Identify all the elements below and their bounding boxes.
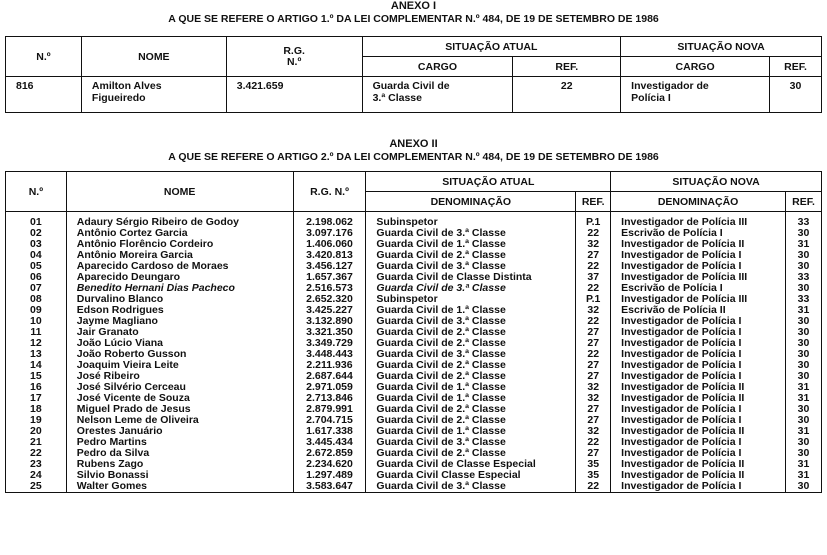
row-n: 01 [6, 212, 67, 229]
row-denominacao-atual: Guarda Civil de 3.ª Classe [366, 316, 576, 327]
row-ref-nova: 30 [786, 415, 822, 426]
row-denominacao-nova: Investigador de Polícia I [611, 448, 786, 459]
row-ref-atual: 27 [576, 360, 611, 371]
row-denominacao-nova: Investigador de Polícia III [611, 212, 786, 229]
row-nome: Benedito Hernani Dias Pacheco [66, 283, 293, 294]
row-rg: 2.652.320 [293, 294, 366, 305]
row-denominacao-atual: Guarda Civil de 1.ª Classe [366, 305, 576, 316]
row-denominacao-atual: Guarda Civil Classe Especial [366, 470, 576, 481]
row-rg: 3.421.659 [226, 77, 362, 113]
ref-nova-header: REF. [786, 192, 822, 212]
row-nome: Pedro Martins [66, 437, 293, 448]
row-rg: 1.617.338 [293, 426, 366, 437]
row-nome: Amilton Alves Figueiredo [81, 77, 226, 113]
row-rg: 3.445.434 [293, 437, 366, 448]
row-nome: João Roberto Gusson [66, 349, 293, 360]
row-denominacao-atual: Guarda Civil de 3.ª Classe [366, 349, 576, 360]
row-n: 08 [6, 294, 67, 305]
row-nome: Nelson Leme de Oliveira [66, 415, 293, 426]
row-nome: Edson Rodrigues [66, 305, 293, 316]
row-ref-atual: 22 [576, 481, 611, 493]
row-ref-nova: 30 [786, 261, 822, 272]
row-denominacao-nova: Investigador de Polícia I [611, 261, 786, 272]
row-denominacao-atual: Subinspetor [366, 294, 576, 305]
annex2-table [5, 171, 822, 493]
annex1-heading: ANEXO I [390, 0, 437, 12]
row-ref-nova: 31 [786, 393, 822, 404]
annex1-table [5, 36, 822, 113]
row-denominacao-nova: Investigador de Polícia I [611, 415, 786, 426]
row-rg: 3.425.227 [293, 305, 366, 316]
row-n: 19 [6, 415, 67, 426]
row-ref-nova: 31 [786, 382, 822, 393]
row-ref-nova: 31 [786, 459, 822, 470]
row-ref-atual: 27 [576, 404, 611, 415]
situacao-nova-header: SITUAÇÃO NOVA [621, 37, 822, 57]
row-nome: José Vicente de Souza [66, 393, 293, 404]
row-n: 05 [6, 261, 67, 272]
row-denominacao-nova: Escrivão de Polícia I [611, 283, 786, 294]
row-denominacao-atual: Guarda Civil de Classe Especial [366, 459, 576, 470]
annex2-body [6, 212, 822, 493]
row-nome: Rubens Zago [66, 459, 293, 470]
row-rg: 2.879.991 [293, 404, 366, 415]
row-n: 04 [6, 250, 67, 261]
table-row [6, 77, 822, 113]
row-nome: Aparecido Deungaro [66, 272, 293, 283]
table-row [6, 481, 822, 493]
row-ref-atual: 32 [576, 305, 611, 316]
col-nome-header: NOME [66, 172, 293, 212]
row-ref-atual: 22 [576, 283, 611, 294]
row-n: 25 [6, 481, 67, 493]
row-n: 21 [6, 437, 67, 448]
row-rg: 2.971.059 [293, 382, 366, 393]
row-denominacao-atual: Guarda Civil de 2.ª Classe [366, 415, 576, 426]
row-denominacao-nova: Investigador de Polícia I [611, 316, 786, 327]
row-nome: Durvalino Blanco [66, 294, 293, 305]
row-n: 18 [6, 404, 67, 415]
row-nome: Antônio Florêncio Cordeiro [66, 239, 293, 250]
row-ref-nova: 30 [786, 481, 822, 493]
row-ref-atual: 37 [576, 272, 611, 283]
row-denominacao-nova: Investigador de Polícia II [611, 459, 786, 470]
row-ref-atual: P.1 [576, 294, 611, 305]
denominacao-atual-header: DENOMINAÇÃO [366, 192, 576, 212]
row-nome: Jayme Magliano [66, 316, 293, 327]
row-denominacao-nova: Investigador de Polícia I [611, 250, 786, 261]
table-row [6, 212, 822, 229]
row-rg: 3.448.443 [293, 349, 366, 360]
row-denominacao-atual: Guarda Civil de 3.ª Classe [366, 261, 576, 272]
row-n: 24 [6, 470, 67, 481]
row-denominacao-atual: Guarda Civil de 2.ª Classe [366, 360, 576, 371]
row-n: 06 [6, 272, 67, 283]
row-n: 12 [6, 338, 67, 349]
row-ref-atual: P.1 [576, 212, 611, 229]
row-denominacao-atual: Guarda Civil de 1.ª Classe [366, 382, 576, 393]
row-denominacao-atual: Guarda Civil de 1.ª Classe [366, 393, 576, 404]
row-ref-nova: 30 [786, 437, 822, 448]
row-ref-atual: 27 [576, 338, 611, 349]
row-ref-nova: 30 [786, 360, 822, 371]
annex1-subheading: A QUE SE REFERE O ARTIGO 1.º DA LEI COMPLEMENTAR N.º 484, DE 19 DE SETEMBRO DE 1986 [168, 13, 659, 25]
annex2-subheading: A QUE SE REFERE O ARTIGO 2.º DA LEI COMPLEMENTAR N.º 484, DE 19 DE SETEMBRO DE 1986 [168, 151, 659, 163]
row-denominacao-atual: Guarda Civil de 2.ª Classe [366, 338, 576, 349]
row-ref-nova: 31 [786, 239, 822, 250]
row-nome: Jair Granato [66, 327, 293, 338]
row-n: 16 [6, 382, 67, 393]
row-ref-atual: 22 [576, 437, 611, 448]
row-ref-nova: 30 [786, 371, 822, 382]
row-rg: 2.516.573 [293, 283, 366, 294]
row-denominacao-atual: Guarda Civil de 3.ª Classe [366, 283, 576, 294]
row-ref-nova: 30 [786, 250, 822, 261]
row-n: 23 [6, 459, 67, 470]
row-nome: João Lúcio Viana [66, 338, 293, 349]
row-rg: 3.321.350 [293, 327, 366, 338]
row-ref-atual: 32 [576, 393, 611, 404]
col-n-header: N.º [6, 172, 67, 212]
col-rg-header: R.G. N.º [293, 172, 366, 212]
situacao-atual-header: SITUAÇÃO ATUAL [362, 37, 621, 57]
ref-atual-header: REF. [576, 192, 611, 212]
annex2-heading: ANEXO II [389, 138, 438, 150]
row-nome: Adaury Sérgio Ribeiro de Godoy [66, 212, 293, 229]
row-ref-nova: 30 [786, 327, 822, 338]
row-rg: 3.349.729 [293, 338, 366, 349]
row-rg: 2.198.062 [293, 212, 366, 229]
row-denominacao-nova: Investigador de Polícia III [611, 294, 786, 305]
row-n: 13 [6, 349, 67, 360]
row-nome: Pedro da Silva [66, 448, 293, 459]
row-ref-nova: 30 [770, 77, 822, 113]
row-ref-nova: 30 [786, 349, 822, 360]
row-denominacao-nova: Investigador de Polícia I [611, 349, 786, 360]
row-rg: 1.406.060 [293, 239, 366, 250]
row-ref-atual: 22 [576, 228, 611, 239]
row-denominacao-nova: Investigador de Polícia II [611, 393, 786, 404]
row-denominacao-nova: Escrivão de Polícia I [611, 228, 786, 239]
row-denominacao-nova: Investigador de Polícia I [611, 338, 786, 349]
cargo-nova-header: CARGO [621, 57, 770, 77]
row-ref-atual: 27 [576, 371, 611, 382]
col-n-header: N.º [6, 37, 82, 77]
row-ref-nova: 30 [786, 404, 822, 415]
row-denominacao-atual: Guarda Civil de 1.ª Classe [366, 426, 576, 437]
row-denominacao-atual: Guarda Civil de 3.ª Classe [366, 437, 576, 448]
row-rg: 2.687.644 [293, 371, 366, 382]
row-ref-atual: 27 [576, 415, 611, 426]
row-denominacao-atual: Guarda Civil de Classe Distinta [366, 272, 576, 283]
row-nome: Joaquim Vieira Leite [66, 360, 293, 371]
row-ref-atual: 22 [576, 261, 611, 272]
row-ref-atual: 32 [576, 426, 611, 437]
row-rg: 2.713.846 [293, 393, 366, 404]
row-nome: Antônio Cortez Garcia [66, 228, 293, 239]
row-n: 20 [6, 426, 67, 437]
row-rg: 1.297.489 [293, 470, 366, 481]
row-n: 17 [6, 393, 67, 404]
row-denominacao-nova: Investigador de Polícia II [611, 426, 786, 437]
row-nome: Aparecido Cardoso de Moraes [66, 261, 293, 272]
row-ref-atual: 32 [576, 239, 611, 250]
row-ref-atual: 22 [576, 316, 611, 327]
col-nome-header: NOME [81, 37, 226, 77]
row-rg: 2.211.936 [293, 360, 366, 371]
row-denominacao-atual: Guarda Civil de 2.ª Classe [366, 448, 576, 459]
row-denominacao-nova: Investigador de Polícia I [611, 404, 786, 415]
row-ref-nova: 30 [786, 448, 822, 459]
denominacao-nova-header: DENOMINAÇÃO [611, 192, 786, 212]
row-denominacao-atual: Guarda Civil de 1.ª Classe [366, 239, 576, 250]
row-denominacao-nova: Investigador de Polícia III [611, 272, 786, 283]
row-n: 11 [6, 327, 67, 338]
row-denominacao-nova: Investigador de Polícia I [611, 327, 786, 338]
row-rg: 3.097.176 [293, 228, 366, 239]
row-ref-atual: 27 [576, 250, 611, 261]
row-nome: Silvio Bonassi [66, 470, 293, 481]
ref-atual-header: REF. [513, 57, 621, 77]
row-ref-nova: 31 [786, 305, 822, 316]
row-denominacao-nova: Investigador de Polícia I [611, 371, 786, 382]
row-ref-atual: 35 [576, 459, 611, 470]
row-ref-nova: 33 [786, 212, 822, 229]
row-rg: 3.456.127 [293, 261, 366, 272]
row-denominacao-atual: Subinspetor [366, 212, 576, 229]
cargo-atual-header: CARGO [362, 57, 513, 77]
row-ref-nova: 30 [786, 338, 822, 349]
row-nome: Miguel Prado de Jesus [66, 404, 293, 415]
row-cargo-nova: Investigador de Polícia I [621, 77, 770, 113]
row-ref-atual: 27 [576, 448, 611, 459]
row-denominacao-nova: Investigador de Polícia II [611, 470, 786, 481]
row-rg: 3.420.813 [293, 250, 366, 261]
row-n: 02 [6, 228, 67, 239]
row-n: 22 [6, 448, 67, 459]
row-denominacao-nova: Escrivão de Polícia II [611, 305, 786, 316]
row-denominacao-atual: Guarda Civil de 2.ª Classe [366, 371, 576, 382]
row-rg: 3.132.890 [293, 316, 366, 327]
situacao-nova-header: SITUAÇÃO NOVA [611, 172, 822, 192]
row-denominacao-nova: Investigador de Polícia II [611, 382, 786, 393]
row-ref-nova: 30 [786, 316, 822, 327]
row-n: 816 [6, 77, 82, 113]
row-cargo-atual: Guarda Civil de 3.ª Classe [362, 77, 513, 113]
row-ref-atual: 22 [513, 77, 621, 113]
row-nome: José Silvério Cerceau [66, 382, 293, 393]
situacao-atual-header: SITUAÇÃO ATUAL [366, 172, 611, 192]
row-n: 15 [6, 371, 67, 382]
row-ref-atual: 27 [576, 327, 611, 338]
row-ref-nova: 33 [786, 272, 822, 283]
row-rg: 1.657.367 [293, 272, 366, 283]
row-denominacao-atual: Guarda Civil de 2.ª Classe [366, 250, 576, 261]
row-denominacao-nova: Investigador de Polícia I [611, 481, 786, 493]
row-n: 07 [6, 283, 67, 294]
ref-nova-header: REF. [770, 57, 822, 77]
row-denominacao-atual: Guarda Civil de 3.ª Classe [366, 481, 576, 493]
row-n: 03 [6, 239, 67, 250]
col-rg-header: R.G. N.º [226, 37, 362, 77]
row-ref-nova: 31 [786, 426, 822, 437]
row-nome: Walter Gomes [66, 481, 293, 493]
row-nome: Antônio Moreira Garcia [66, 250, 293, 261]
row-n: 14 [6, 360, 67, 371]
row-ref-nova: 33 [786, 294, 822, 305]
row-ref-nova: 30 [786, 283, 822, 294]
row-n: 10 [6, 316, 67, 327]
row-denominacao-atual: Guarda Civil de 2.ª Classe [366, 327, 576, 338]
row-nome: José Ribeiro [66, 371, 293, 382]
row-ref-nova: 31 [786, 470, 822, 481]
row-denominacao-nova: Investigador de Polícia I [611, 360, 786, 371]
row-denominacao-nova: Investigador de Polícia II [611, 239, 786, 250]
row-n: 09 [6, 305, 67, 316]
row-ref-nova: 30 [786, 228, 822, 239]
row-rg: 2.234.620 [293, 459, 366, 470]
row-denominacao-atual: Guarda Civil de 3.ª Classe [366, 228, 576, 239]
row-rg: 2.704.715 [293, 415, 366, 426]
row-ref-atual: 35 [576, 470, 611, 481]
row-nome: Orestes Januário [66, 426, 293, 437]
row-ref-atual: 22 [576, 349, 611, 360]
row-denominacao-nova: Investigador de Polícia I [611, 437, 786, 448]
row-denominacao-atual: Guarda Civil de 2.ª Classe [366, 404, 576, 415]
row-rg: 2.672.859 [293, 448, 366, 459]
row-ref-atual: 32 [576, 382, 611, 393]
row-rg: 3.583.647 [293, 481, 366, 493]
